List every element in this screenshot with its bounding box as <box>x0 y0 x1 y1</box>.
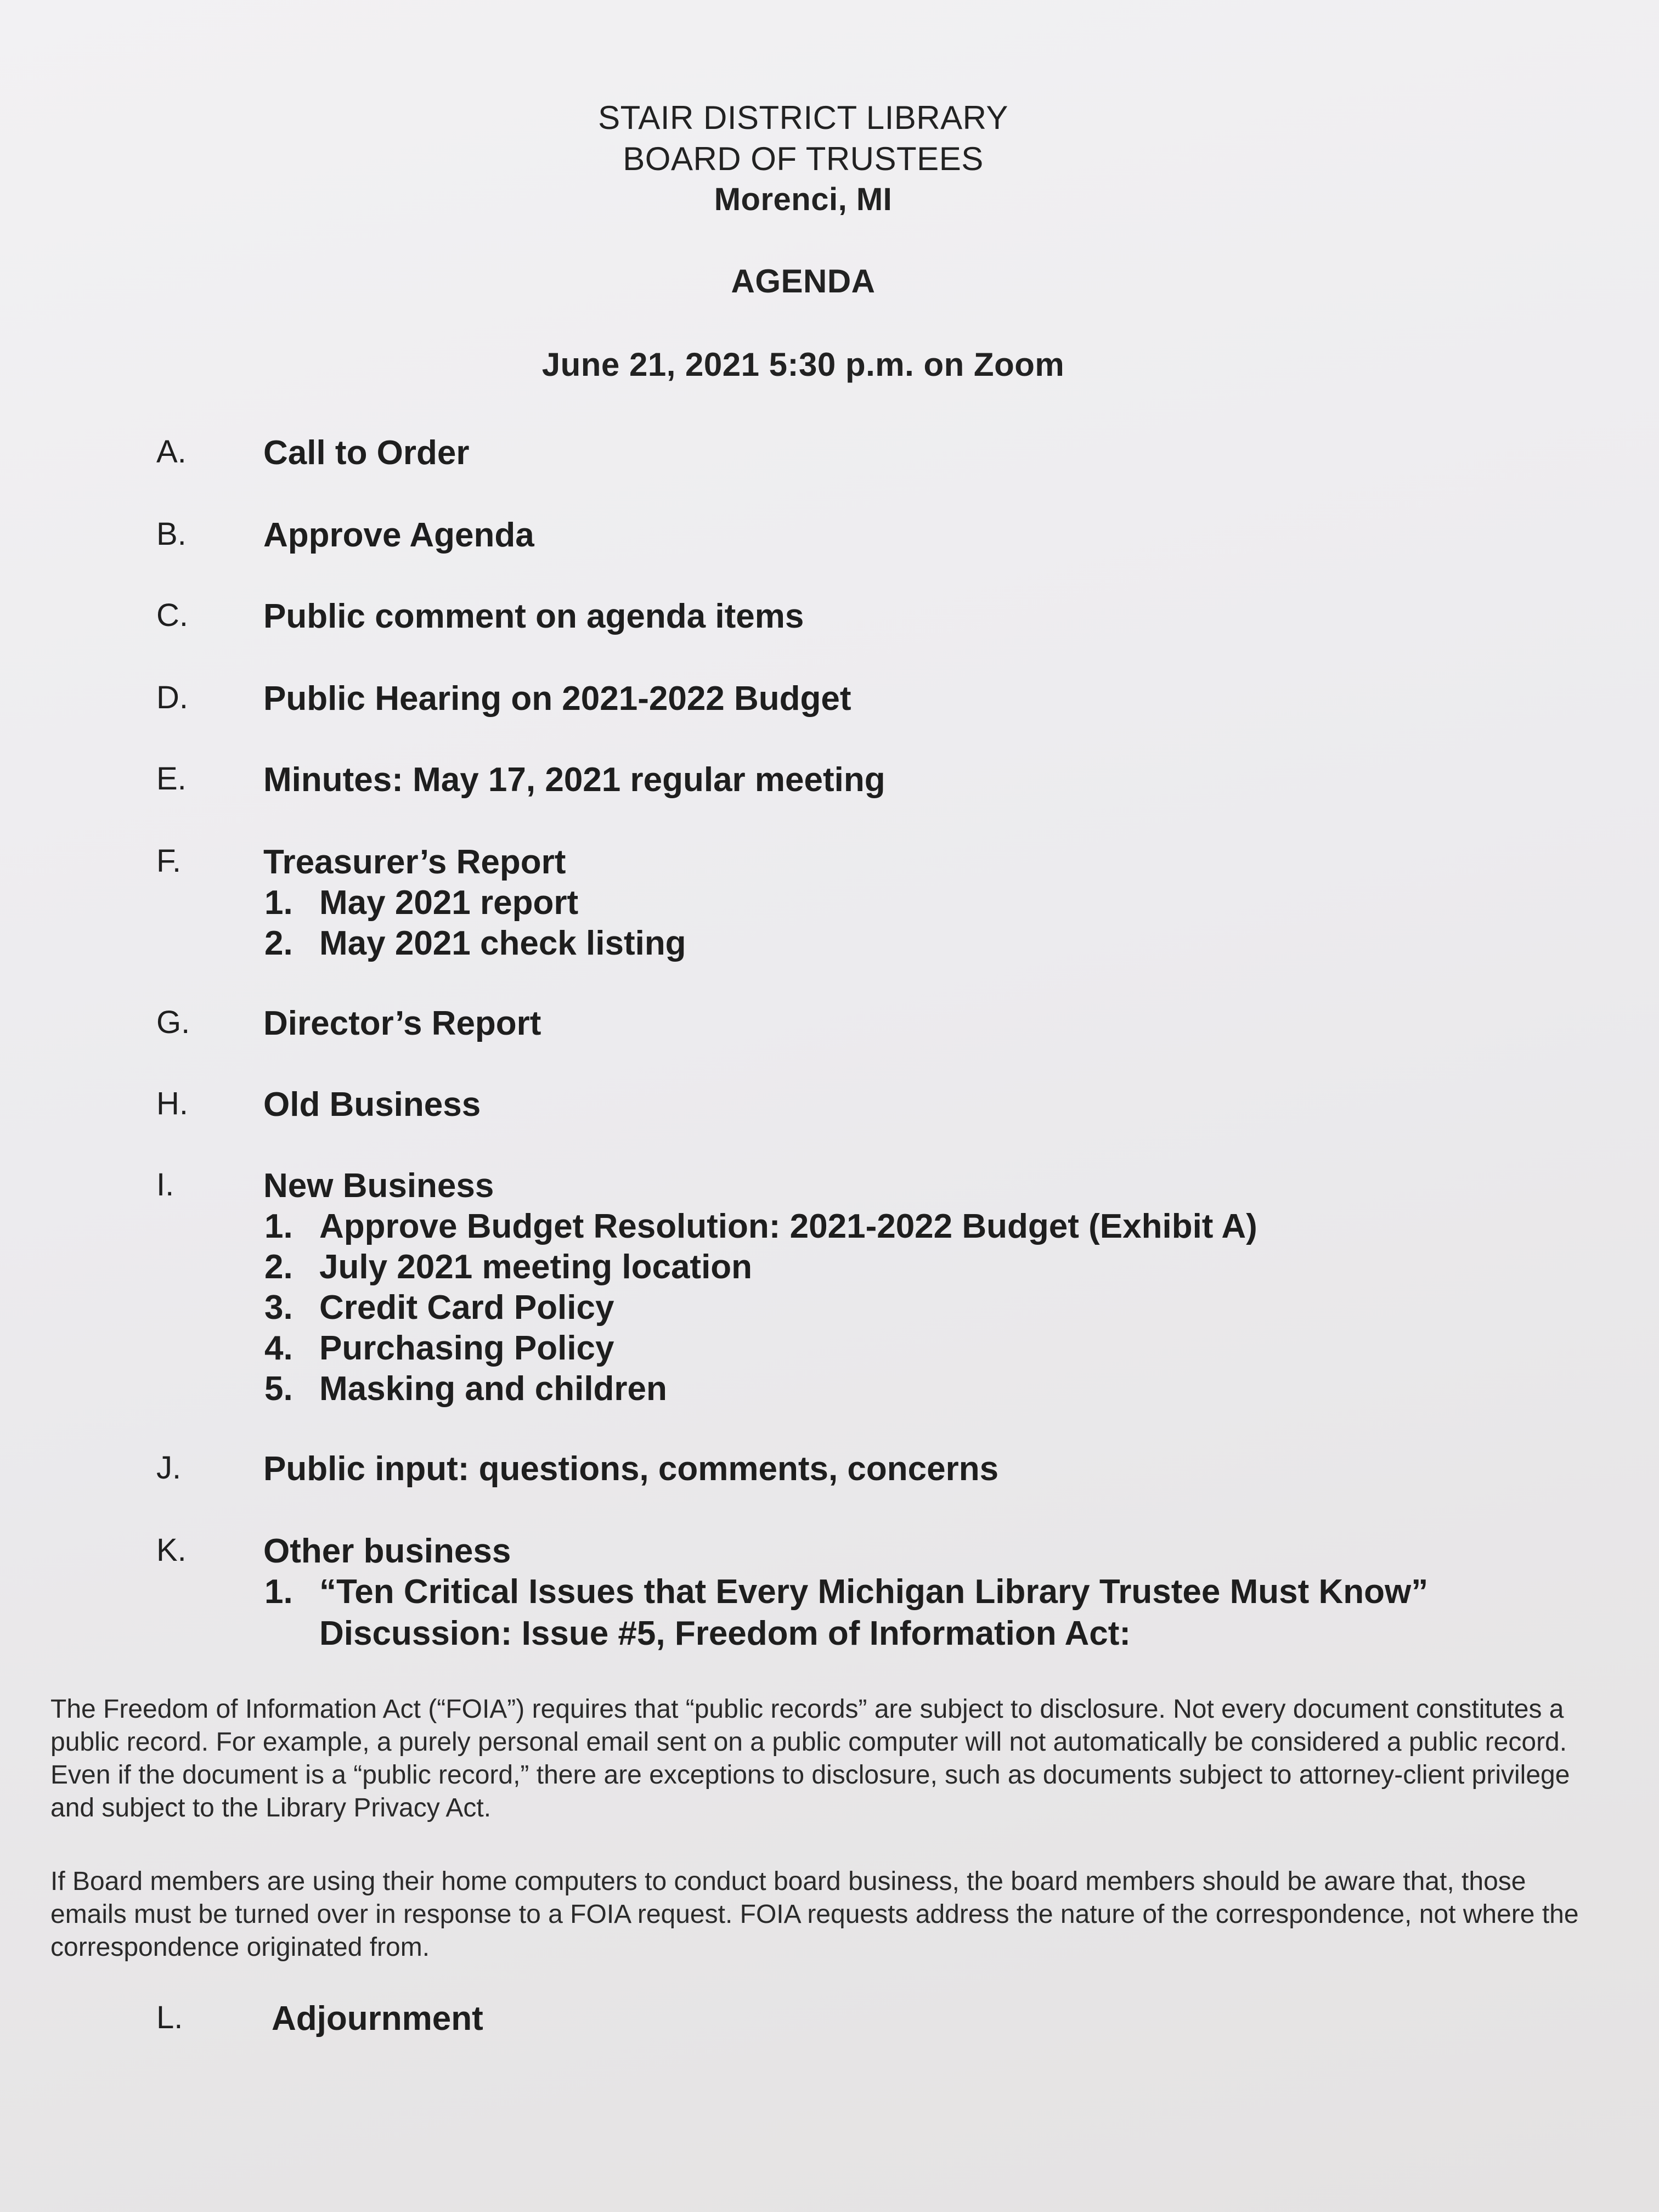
item-letter: D. <box>156 680 188 715</box>
item-letter: B. <box>156 516 187 552</box>
item-title: Old Business <box>263 1086 481 1124</box>
item-title: Public Hearing on 2021-2022 Budget <box>263 680 851 718</box>
item-letter: E. <box>156 761 187 797</box>
sub-item: 5. Masking and children <box>264 1370 667 1408</box>
item-letter: K. <box>156 1532 187 1568</box>
item-title: Call to Order <box>263 434 470 472</box>
meeting-info: June 21, 2021 5:30 p.m. on Zoom <box>541 346 1065 383</box>
item-title: Approve Agenda <box>263 516 534 554</box>
item-letter: I. <box>156 1167 174 1203</box>
item-letter: F. <box>156 843 182 879</box>
sub-item: 2. May 2021 check listing <box>264 924 686 962</box>
item-title: Minutes: May 17, 2021 regular meeting <box>263 761 885 799</box>
item-title: Public input: questions, comments, concerns <box>263 1450 999 1488</box>
sub-item: 3. Credit Card Policy <box>264 1289 614 1327</box>
item-letter: H. <box>156 1086 188 1121</box>
item-title: Director’s Report <box>263 1005 541 1042</box>
item-letter: C. <box>156 597 188 633</box>
org-name: STAIR DISTRICT LIBRARY <box>598 99 1008 136</box>
doc-title: AGENDA <box>731 263 876 300</box>
item-letter: J. <box>156 1450 182 1486</box>
sub-item: Discussion: Issue #5, Freedom of Information Act: <box>319 1615 1131 1652</box>
item-title: Public comment on agenda items <box>263 597 804 635</box>
sub-item: 1. May 2021 report <box>264 884 579 922</box>
board-name: BOARD OF TRUSTEES <box>623 140 984 177</box>
foia-paragraph: The Freedom of Information Act (“FOIA”) requires that “public records” are subject to disclosure. Not every document constitutes a public record. For example, a purely personal email sent on a public computer will not automatically be considered a public record. Even if the document is a “public record,” there are exceptions to disclosure, such as documents subject to attorney-client privilege and subject to the Library Privacy Act. <box>50 1695 1570 1822</box>
foia-paragraph: If Board members are using their home computers to conduct board business, the board members should be aware that, those emails must be turned over in response to a FOIA request. FOIA requests address the nature of the correspondence, not where the correspondence originated from. <box>50 1867 1579 1962</box>
sub-item: 4. Purchasing Policy <box>264 1329 614 1367</box>
item-title: Other business <box>263 1532 511 1570</box>
item-letter: A. <box>156 434 187 470</box>
item-letter: L. <box>156 2000 183 2035</box>
item-title: Treasurer’s Report <box>263 843 566 881</box>
sub-item: 1. Approve Budget Resolution: 2021-2022 Budget (Exhibit A) <box>264 1207 1257 1245</box>
location: Morenci, MI <box>714 182 893 217</box>
sub-item: 1. “Ten Critical Issues that Every Michigan Library Trustee Must Know” <box>264 1573 1429 1611</box>
sub-item: 2. July 2021 meeting location <box>264 1248 753 1286</box>
item-letter: G. <box>156 1005 190 1040</box>
item-title: New Business <box>263 1167 494 1205</box>
item-title: Adjournment <box>272 2000 483 2038</box>
